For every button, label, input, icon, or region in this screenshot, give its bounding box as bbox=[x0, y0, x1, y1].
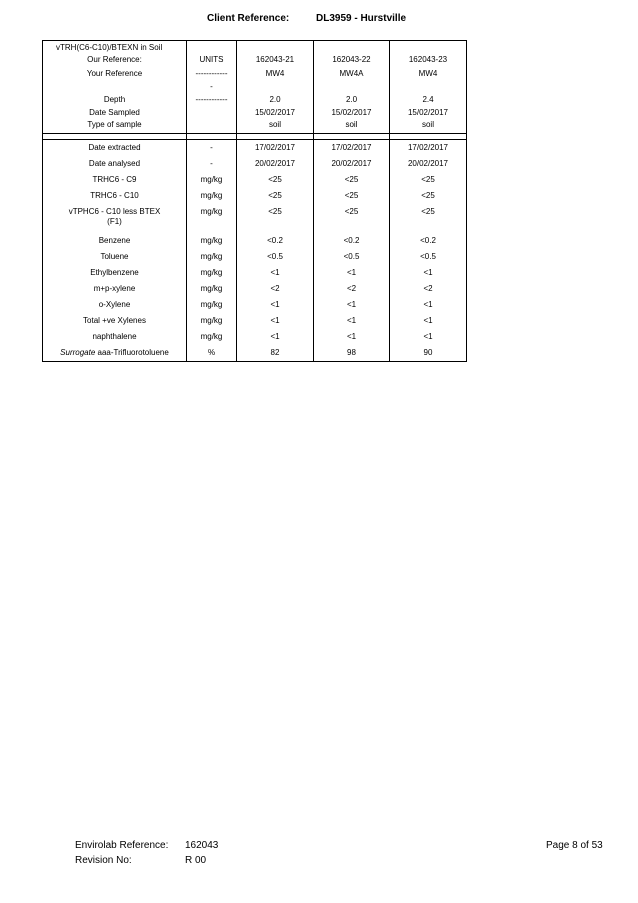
revision-value: R 00 bbox=[185, 855, 207, 866]
units-cell: mg/kg bbox=[187, 233, 237, 249]
meta-value: soil bbox=[314, 119, 390, 133]
result-cell: <1 bbox=[423, 316, 433, 325]
result-cell: <1 bbox=[314, 297, 390, 313]
table-title-row bbox=[43, 41, 466, 54]
result-cell: 90 bbox=[423, 348, 433, 357]
client-reference-label: Client Reference: bbox=[207, 13, 290, 24]
result-cell: <1 bbox=[314, 329, 390, 345]
result-cell: 20/02/2017 bbox=[407, 159, 449, 168]
units-cell: mg/kg bbox=[187, 297, 237, 313]
result-cell: <1 bbox=[237, 297, 314, 313]
analyte-label bbox=[43, 329, 187, 345]
units-cell: - bbox=[187, 156, 237, 172]
analyte-label bbox=[43, 233, 187, 249]
meta-value: soil bbox=[237, 119, 314, 133]
result-cell: <0.5 bbox=[420, 252, 436, 261]
result-cell: 20/02/2017 bbox=[237, 156, 314, 172]
meta-units: ------------ bbox=[187, 68, 237, 81]
footer-references bbox=[75, 838, 218, 868]
result-cell: <0.2 bbox=[237, 233, 314, 249]
table-row bbox=[43, 172, 466, 188]
result-cell: 98 bbox=[314, 345, 390, 361]
meta-label: Type of sample bbox=[43, 119, 187, 133]
meta-value: soil bbox=[421, 120, 434, 129]
analyte-name: Toluene bbox=[100, 252, 129, 261]
table-row bbox=[43, 297, 466, 313]
result-cell: <25 bbox=[314, 172, 390, 188]
page-number: Page 8 of 53 bbox=[546, 840, 603, 851]
meta-units: - bbox=[187, 81, 237, 94]
analyte-label bbox=[43, 204, 187, 233]
meta-row bbox=[43, 68, 466, 81]
table-row bbox=[43, 329, 466, 345]
analyte-name: TRHC6 - C9 bbox=[92, 175, 137, 184]
table-row bbox=[43, 156, 466, 172]
analyte-label bbox=[43, 345, 187, 361]
units-cell: - bbox=[187, 140, 237, 156]
analyte-label bbox=[43, 156, 187, 172]
analyte-label bbox=[43, 249, 187, 265]
analyte-name-line2: (F1) bbox=[107, 217, 122, 226]
meta-value bbox=[390, 81, 466, 94]
result-cell: <25 bbox=[421, 207, 435, 216]
meta-value: 2.0 bbox=[237, 94, 314, 107]
result-cell: <1 bbox=[423, 268, 433, 277]
analyte-name: Ethylbenzene bbox=[90, 268, 139, 277]
surrogate-label: Surrogate bbox=[60, 348, 96, 357]
analyte-name: Total +ve Xylenes bbox=[83, 316, 146, 325]
table-row bbox=[43, 204, 466, 233]
meta-label: Your Reference bbox=[43, 68, 187, 81]
units-cell: mg/kg bbox=[187, 265, 237, 281]
meta-value: 15/02/2017 bbox=[314, 107, 390, 119]
meta-label: Date Sampled bbox=[43, 107, 187, 119]
analyte-name: Date extracted bbox=[88, 143, 141, 152]
envirolab-reference-label: Envirolab Reference: bbox=[75, 840, 169, 851]
meta-value: 162043-22 bbox=[314, 54, 390, 68]
units-cell: mg/kg bbox=[187, 313, 237, 329]
units-cell: mg/kg bbox=[187, 281, 237, 297]
result-cell: <2 bbox=[237, 281, 314, 297]
analyte-label bbox=[43, 281, 187, 297]
table-row bbox=[43, 140, 466, 156]
units-cell: mg/kg bbox=[187, 329, 237, 345]
result-cell: 20/02/2017 bbox=[314, 156, 390, 172]
table-row bbox=[43, 233, 466, 249]
result-cell: <1 bbox=[423, 300, 433, 309]
analyte-label bbox=[43, 188, 187, 204]
analyte-name: naphthalene bbox=[92, 332, 137, 341]
result-cell: <0.2 bbox=[420, 236, 436, 245]
units-cell: mg/kg bbox=[187, 204, 237, 233]
meta-value: 15/02/2017 bbox=[237, 107, 314, 119]
result-cell: 17/02/2017 bbox=[407, 143, 449, 152]
result-cell: <25 bbox=[314, 204, 390, 233]
result-cell: <25 bbox=[237, 204, 314, 233]
result-cell: 17/02/2017 bbox=[237, 140, 314, 156]
table-row bbox=[43, 265, 466, 281]
result-cell: <1 bbox=[314, 265, 390, 281]
result-cell: <1 bbox=[314, 313, 390, 329]
meta-row bbox=[43, 94, 466, 107]
analyte-name: vTPHC6 - C10 less BTEX bbox=[68, 207, 161, 216]
analyte-label bbox=[43, 172, 187, 188]
result-cell: <2 bbox=[314, 281, 390, 297]
table-title: vTRH(C6-C10)/BTEXN in Soil bbox=[43, 41, 187, 54]
meta-value: 15/02/2017 bbox=[407, 108, 449, 117]
meta-value bbox=[314, 81, 390, 94]
result-cell: <1 bbox=[237, 313, 314, 329]
result-cell: <1 bbox=[237, 329, 314, 345]
result-cell: <0.2 bbox=[314, 233, 390, 249]
result-cell: <0.5 bbox=[237, 249, 314, 265]
result-cell: <25 bbox=[421, 191, 435, 200]
meta-units bbox=[187, 107, 237, 119]
table-row bbox=[43, 313, 466, 329]
results-table bbox=[42, 40, 467, 362]
result-cell: 17/02/2017 bbox=[314, 140, 390, 156]
analyte-label bbox=[43, 140, 187, 156]
meta-label: Our Reference: bbox=[43, 54, 187, 68]
analyte-name: o-Xylene bbox=[98, 300, 131, 309]
analyte-label bbox=[43, 313, 187, 329]
analyte-name: aaa-Trifluorotoluene bbox=[97, 348, 169, 357]
client-reference-value: DL3959 - Hurstville bbox=[316, 13, 407, 24]
result-cell: <0.5 bbox=[314, 249, 390, 265]
table-row bbox=[43, 188, 466, 204]
result-cell: <2 bbox=[423, 284, 433, 293]
meta-value: 2.0 bbox=[314, 94, 390, 107]
table-row bbox=[43, 249, 466, 265]
analyte-name: TRHC6 - C10 bbox=[90, 191, 139, 200]
result-cell: <25 bbox=[421, 175, 435, 184]
meta-label: Depth bbox=[43, 94, 187, 107]
meta-units bbox=[187, 119, 237, 133]
revision-label: Revision No: bbox=[75, 855, 132, 866]
table-row bbox=[43, 281, 466, 297]
meta-label bbox=[43, 81, 187, 94]
result-cell: 82 bbox=[237, 345, 314, 361]
result-cell: <25 bbox=[237, 172, 314, 188]
units-cell: mg/kg bbox=[187, 172, 237, 188]
result-cell: <1 bbox=[423, 332, 433, 341]
header-separator bbox=[43, 133, 466, 140]
page-header bbox=[0, 13, 638, 27]
result-cell: <25 bbox=[237, 188, 314, 204]
meta-value: MW4 bbox=[418, 69, 438, 78]
units-cell: mg/kg bbox=[187, 188, 237, 204]
result-cell: <25 bbox=[314, 188, 390, 204]
units-cell: % bbox=[187, 345, 237, 361]
meta-value: 162043-21 bbox=[237, 54, 314, 68]
meta-value: 2.4 bbox=[422, 95, 434, 104]
result-cell: <1 bbox=[237, 265, 314, 281]
meta-units: UNITS bbox=[187, 54, 237, 68]
analyte-name: m+p-xylene bbox=[93, 284, 136, 293]
meta-row bbox=[43, 119, 466, 133]
table-row bbox=[43, 345, 466, 361]
meta-units: ------------ bbox=[187, 94, 237, 107]
meta-row bbox=[43, 81, 466, 94]
meta-value: MW4A bbox=[314, 68, 390, 81]
analyte-name: Date analysed bbox=[88, 159, 141, 168]
analyte-label bbox=[43, 265, 187, 281]
units-cell: mg/kg bbox=[187, 249, 237, 265]
envirolab-reference-value: 162043 bbox=[185, 840, 219, 851]
meta-row bbox=[43, 54, 466, 68]
meta-value bbox=[237, 81, 314, 94]
meta-value: MW4 bbox=[237, 68, 314, 81]
analyte-name: Benzene bbox=[98, 236, 131, 245]
meta-value: 162043-23 bbox=[408, 55, 448, 64]
meta-row bbox=[43, 107, 466, 119]
analyte-label bbox=[43, 297, 187, 313]
